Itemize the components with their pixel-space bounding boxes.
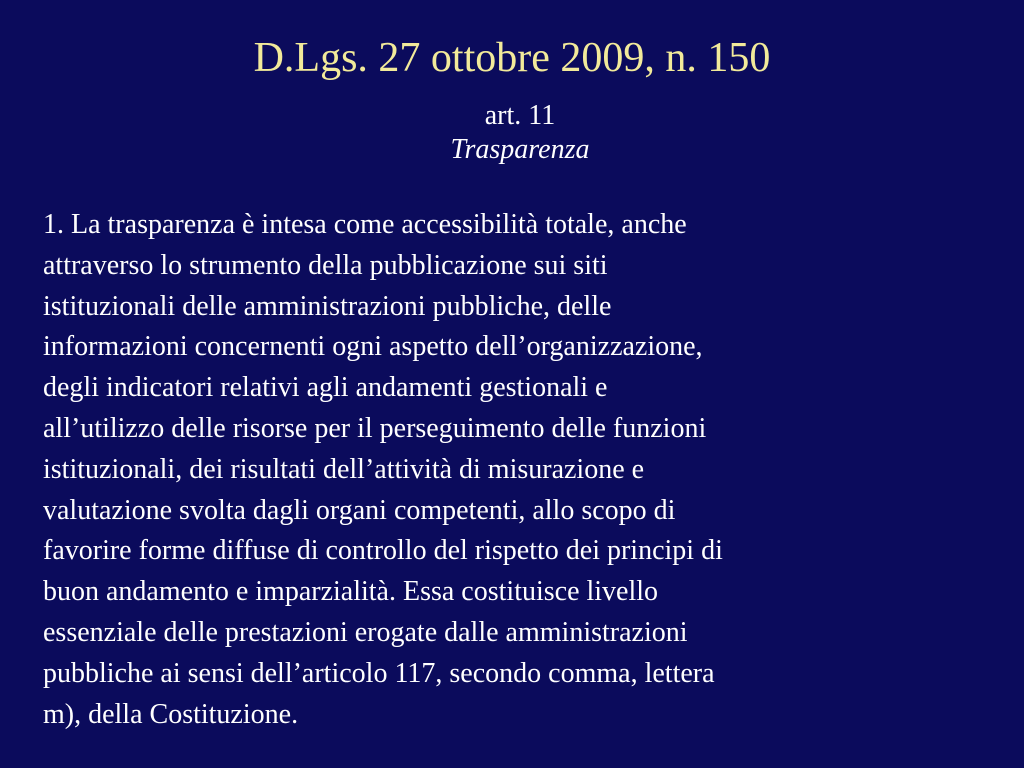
body-line: istituzionali, dei risultati dell’attività di misurazione e bbox=[43, 453, 645, 485]
article-heading: Trasparenza bbox=[450, 134, 590, 165]
article-header bbox=[0, 99, 1024, 167]
body-line: attraverso lo strumento della pubblicazione sui siti bbox=[43, 249, 608, 281]
article-body bbox=[43, 205, 1003, 735]
body-line: 1. La trasparenza è intesa come accessibilità totale, anche bbox=[43, 209, 687, 240]
body-line: favorire forme diffuse di controllo del rispetto dei principi di bbox=[43, 535, 723, 567]
body-line: informazioni concernenti ogni aspetto dell’organizzazione, bbox=[43, 331, 703, 363]
body-line: istituzionali delle amministrazioni pubbliche, delle bbox=[43, 290, 612, 322]
body-line: buon andamento e imparzialità. Essa costituisce livello bbox=[43, 576, 659, 608]
body-line: degli indicatori relativi agli andamenti gestionali e bbox=[43, 372, 608, 404]
body-line: valutazione svolta dagli organi competenti, allo scopo di bbox=[43, 494, 676, 526]
body-line: all’utilizzo delle risorse per il perseguimento delle funzioni bbox=[43, 412, 707, 444]
body-line: essenziale delle prestazioni erogate dalle amministrazioni bbox=[43, 616, 688, 648]
article-number: art. 11 bbox=[484, 100, 556, 131]
slide-title: D.Lgs. 27 ottobre 2009, n. 150 bbox=[253, 35, 771, 81]
body-line: m), della Costituzione. bbox=[43, 698, 299, 730]
body-line: pubbliche ai sensi dell’articolo 117, secondo comma, lettera bbox=[43, 657, 715, 689]
